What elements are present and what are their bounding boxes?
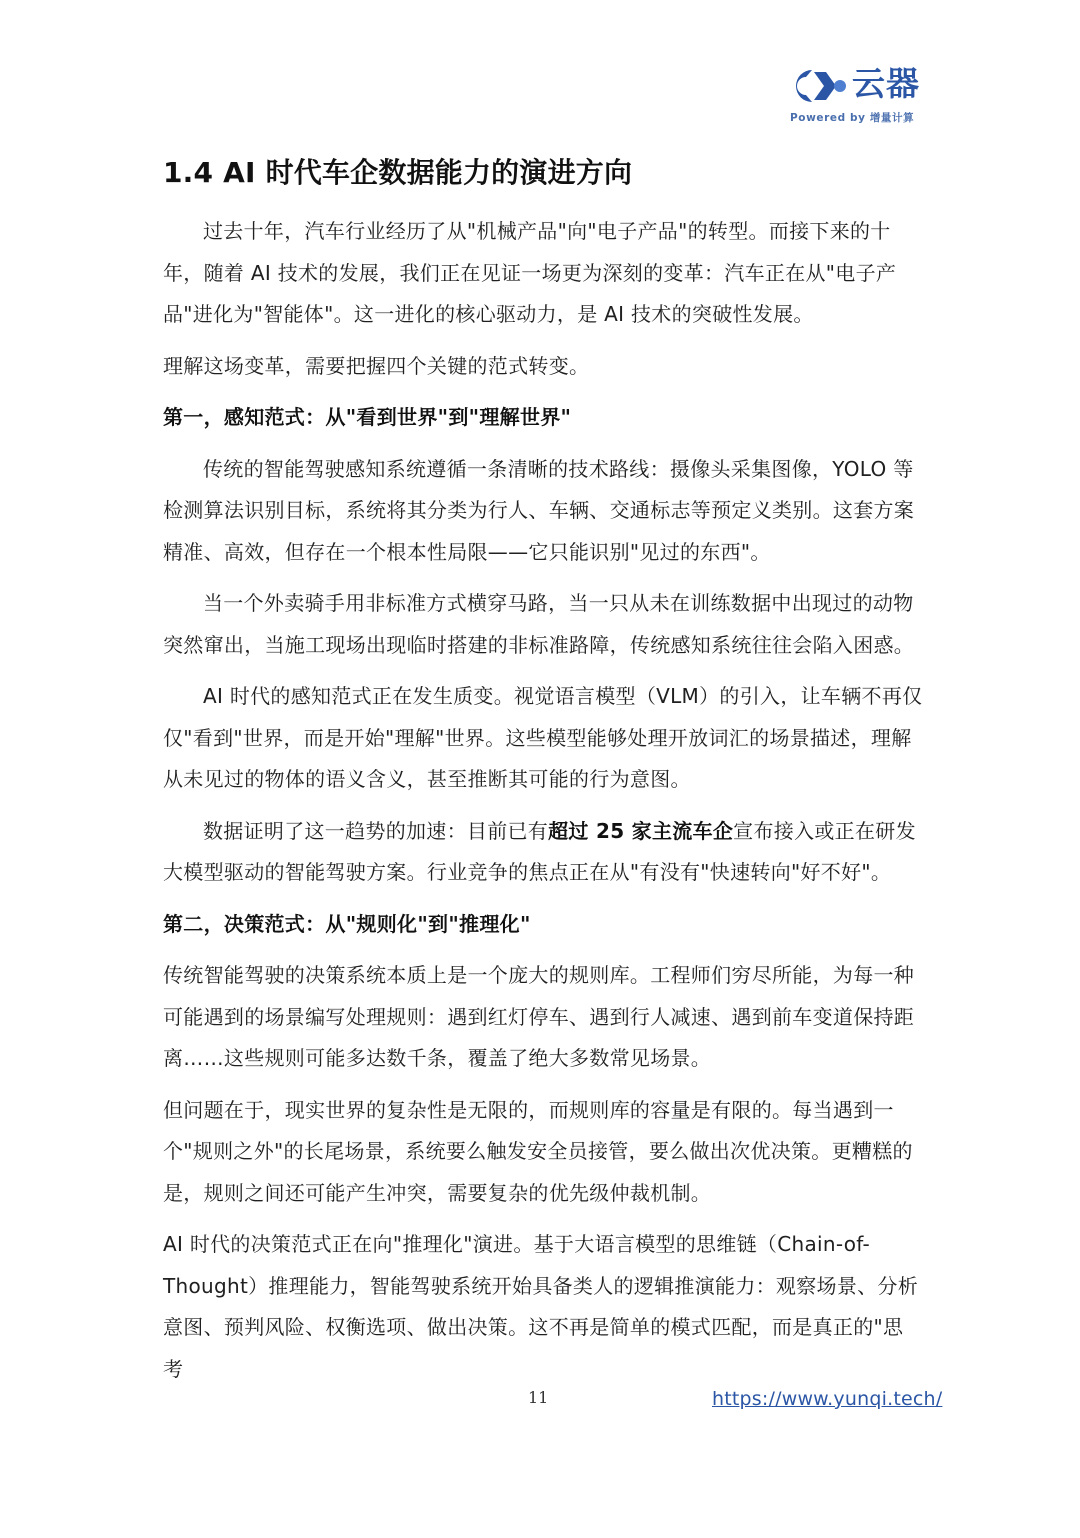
paragraph-perception-4-start: 数据证明了这一趋势的加速：目前已有 xyxy=(203,818,549,843)
paragraph-perception-1: 传统的智能驾驶感知系统遵循一条清晰的技术路线：摄像头采集图像，YOLO 等检测算法识别目标，系统将其分类为行人、车辆、交通标志等预定义类别。这套方案精准、高效，但存在一个根本性局限——它只能识别"见过的东西"。 xyxy=(163,456,915,564)
page-number: 11 xyxy=(528,1388,549,1407)
paragraph-perception-3: AI 时代的感知范式正在发生质变。视觉语言模型（VLM）的引入，让车辆不再仅仅"看到"世界，而是开始"理解"世界。这些模型能够处理开放词汇的场景描述，理解从未见过的物体的语义含义，甚至推断其可能的行为意图。 xyxy=(163,684,923,791)
subheading-perception: 第一，感知范式：从"看到世界"到"理解世界" xyxy=(163,405,572,429)
paragraph-perception-4-end: 宣布接入或正在研发大模型驱动的智能驾驶方案。行业竞争的焦点正在从"有没有"快速转向"好不好"。 xyxy=(163,818,916,884)
paragraph-decision-3: AI 时代的决策范式正在向"推理化"演进。基于大语言模型的思维链（Chain-of-Thought）推理能力，智能驾驶系统开始具备类人的逻辑推演能力：观察场景、分析意图、预判风险、权衡选项、做出决策。这不再是简单的模式匹配，而是真正的"思考 xyxy=(163,1232,919,1381)
brand-name: 云器 xyxy=(852,64,920,103)
section-title: 1.4 AI 时代车企数据能力的演进方向 xyxy=(163,156,633,189)
highlight-automaker-count: 超过 25 家主流车企 xyxy=(548,818,734,843)
brand-logo xyxy=(786,62,926,128)
subheading-decision: 第二，决策范式：从"规则化"到"推理化" xyxy=(163,911,531,936)
paragraph-perception-4 xyxy=(163,811,923,894)
main-content xyxy=(163,150,923,1390)
website-link[interactable]: https://www.yunqi.tech/ xyxy=(712,1388,943,1410)
paragraph-intro: 过去十年，汽车行业经历了从"机械产品"向"电子产品"的转型。而接下来的十年，随着 AI 技术的发展，我们正在见证一场更为深刻的变革：汽车正在从"电子产品"进化为"智能体"。这一进化的核心驱动力，是 AI 技术的突破性发展。 xyxy=(163,219,897,326)
paragraph-perception-2: 当一个外卖骑手用非标准方式横穿马路，当一只从未在训练数据中出现过的动物突然窜出，当施工现场出现临时搭建的非标准路障，传统感知系统往往会陷入困惑。 xyxy=(163,591,915,657)
paragraph-decision-2: 但问题在于，现实世界的复杂性是无限的，而规则库的容量是有限的。每当遇到一个"规则之外"的长尾场景，系统要么触发安全员接管，要么做出次优决策。更糟糕的是，规则之间还可能产生冲突，需要复杂的优先级仲裁机制。 xyxy=(163,1097,913,1205)
brand-tagline: Powered by 增量计算 xyxy=(790,112,915,124)
paragraph-decision-1: 传统智能驾驶的决策系统本质上是一个庞大的规则库。工程师们穷尽所能，为每一种可能遇到的场景编写处理规则：遇到红灯停车、遇到行人减速、遇到前车变道保持距离……这些规则可能多达数千条，覆盖了绝大多数常见场景。 xyxy=(163,963,915,1070)
yunqi-logo-icon xyxy=(786,64,848,108)
paragraph-understand: 理解这场变革，需要把握四个关键的范式转变。 xyxy=(163,353,590,378)
